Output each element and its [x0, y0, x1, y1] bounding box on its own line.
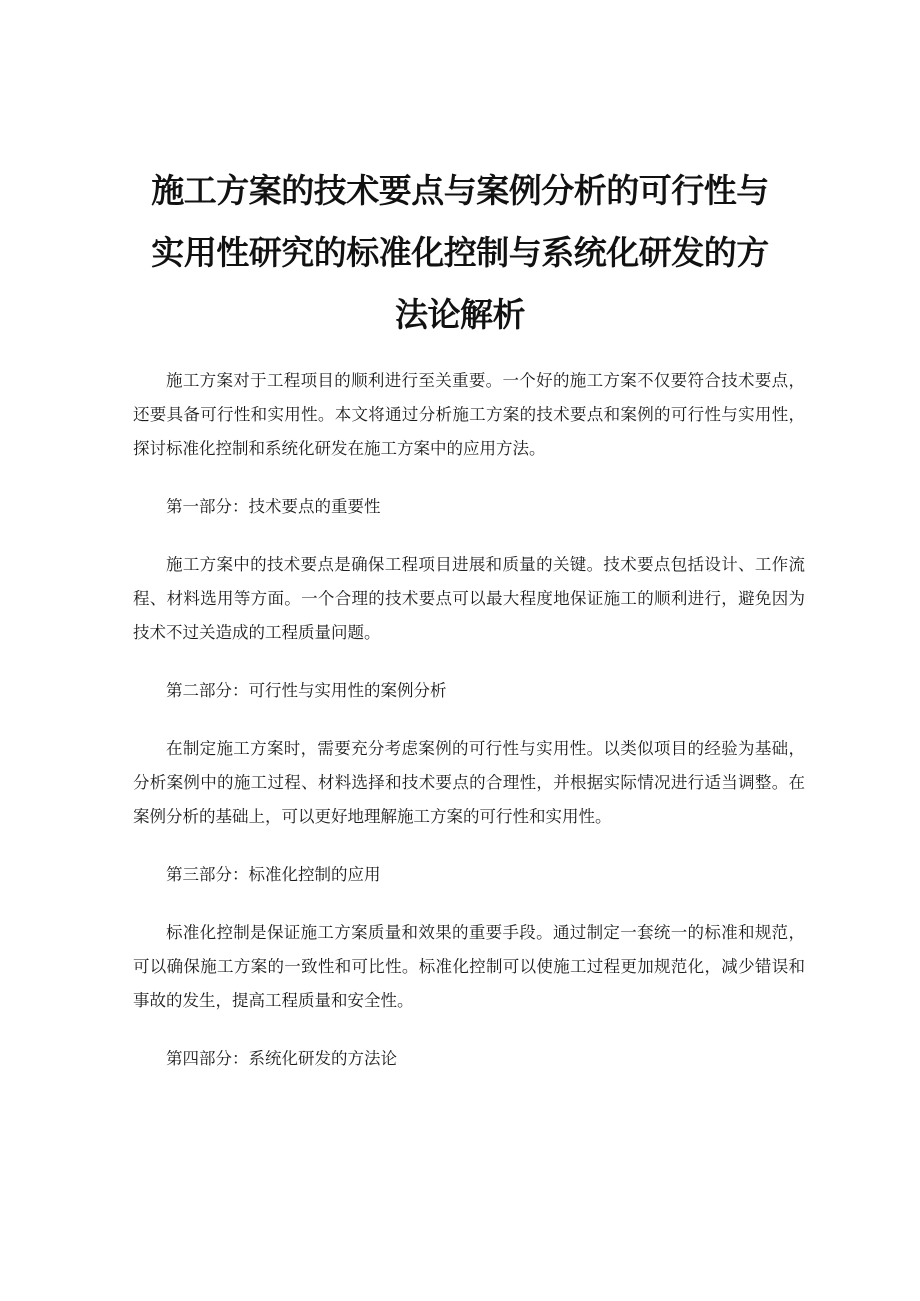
title-line-1: 施工方案的技术要点与案例分析的可行性与 — [151, 171, 769, 210]
title-line-2: 实用性研究的标准化控制与系统化研发的方 — [151, 233, 769, 272]
document-title — [100, 160, 820, 346]
document-body — [133, 364, 805, 1100]
intro-paragraph: 施工方案对于工程项目的顺利进行至关重要。一个好的施工方案不仅要符合技术要点，还要具备可行性和实用性。本文将通过分析施工方案的技术要点和案例的可行性与实用性，探讨标准化控制和系统化研发在施工方案中的应用方法。 — [133, 371, 805, 458]
title-line-3: 法论解析 — [395, 295, 525, 334]
section-2-heading: 第二部分：可行性与实用性的案例分析 — [166, 681, 447, 700]
section-1-paragraph: 施工方案中的技术要点是确保工程项目进展和质量的关键。技术要点包括设计、工作流程、材料选用等方面。一个合理的技术要点可以最大程度地保证施工的顺利进行，避免因为技术不过关造成的工程质量问题。 — [133, 555, 805, 642]
section-4-heading: 第四部分：系统化研发的方法论 — [166, 1049, 397, 1068]
section-3-heading: 第三部分：标准化控制的应用 — [166, 865, 381, 884]
section-3-paragraph: 标准化控制是保证施工方案质量和效果的重要手段。通过制定一套统一的标准和规范，可以确保施工方案的一致性和可比性。标准化控制可以使施工过程更加规范化，减少错误和事故的发生，提高工程质量和安全性。 — [133, 923, 805, 1010]
section-2-paragraph: 在制定施工方案时，需要充分考虑案例的可行性与实用性。以类似项目的经验为基础，分析案例中的施工过程、材料选择和技术要点的合理性，并根据实际情况进行适当调整。在案例分析的基础上，可以更好地理解施工方案的可行性和实用性。 — [133, 739, 805, 826]
section-1-heading: 第一部分：技术要点的重要性 — [166, 497, 381, 516]
